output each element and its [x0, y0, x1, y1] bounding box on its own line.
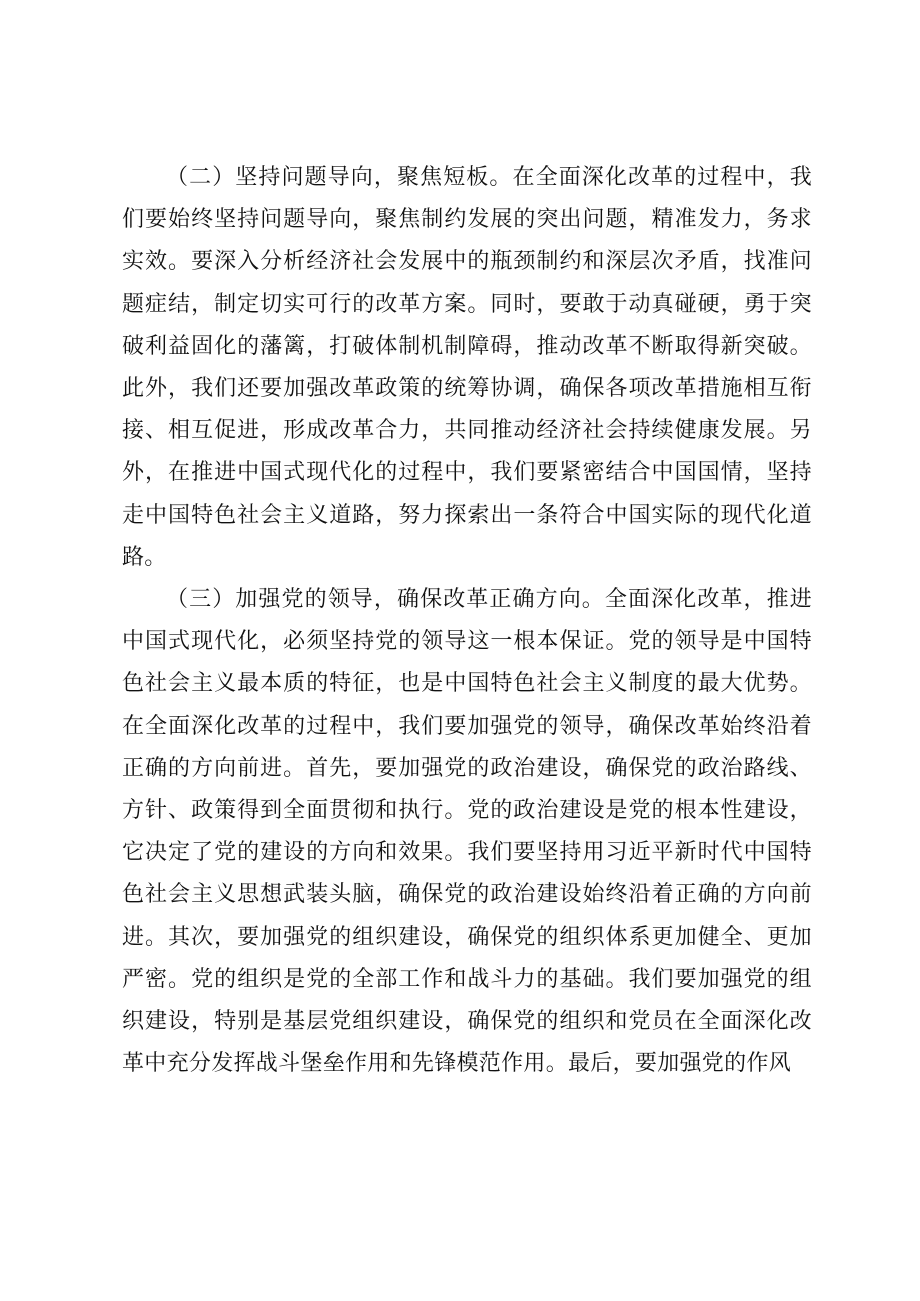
paragraph-party-leadership: （三）加强党的领导，确保改革正确方向。全面深化改革，推进中国式现代化，必须坚持党的领导这一根本保证。党的领导是中国特色社会主义最本质的特征，也是中国特色社会主义制度的最大优势。在全面深化改革的过程中，我们要加强党的领导，确保改革始终沿着正确的方向前进。首先，要加强党的政治建设，确保党的政治路线、方针、政策得到全面贯彻和执行。党的政治建设是党的根本性建设，它决定了党的建设的方向和效果。我们要坚持用习近平新时代中国特色社会主义思想武装头脑，确保党的政治建设始终沿着正确的方向前进。其次，要加强党的组织建设，确保党的组织体系更加健全、更加严密。党的组织是党的全部工作和战斗力的基础。我们要加强党的组织建设，特别是基层党组织建设，确保党的组织和党员在全面深化改革中充分发挥战斗堡垒作用和先锋模范作用。最后，要加强党的作风	[122, 587, 812, 1077]
document-body	[122, 157, 812, 1085]
paragraph-problem-orientation: （二）坚持问题导向，聚焦短板。在全面深化改革的过程中，我们要始终坚持问题导向，聚焦制约发展的突出问题，精准发力，务求实效。要深入分析经济社会发展中的瓶颈制约和深层次矛盾，找准问题症结，制定切实可行的改革方案。同时，要敢于动真碰硬，勇于突破利益固化的藩篱，打破体制机制障碍，推动改革不断取得新突破。此外，我们还要加强改革政策的统筹协调，确保各项改革措施相互衔接、相互促进，形成改革合力，共同推动经济社会持续健康发展。另外，在推进中国式现代化的过程中，我们要紧密结合中国国情，坚持走中国特色社会主义道路，努力探索出一条符合中国实际的现代化道路。	[122, 165, 812, 570]
